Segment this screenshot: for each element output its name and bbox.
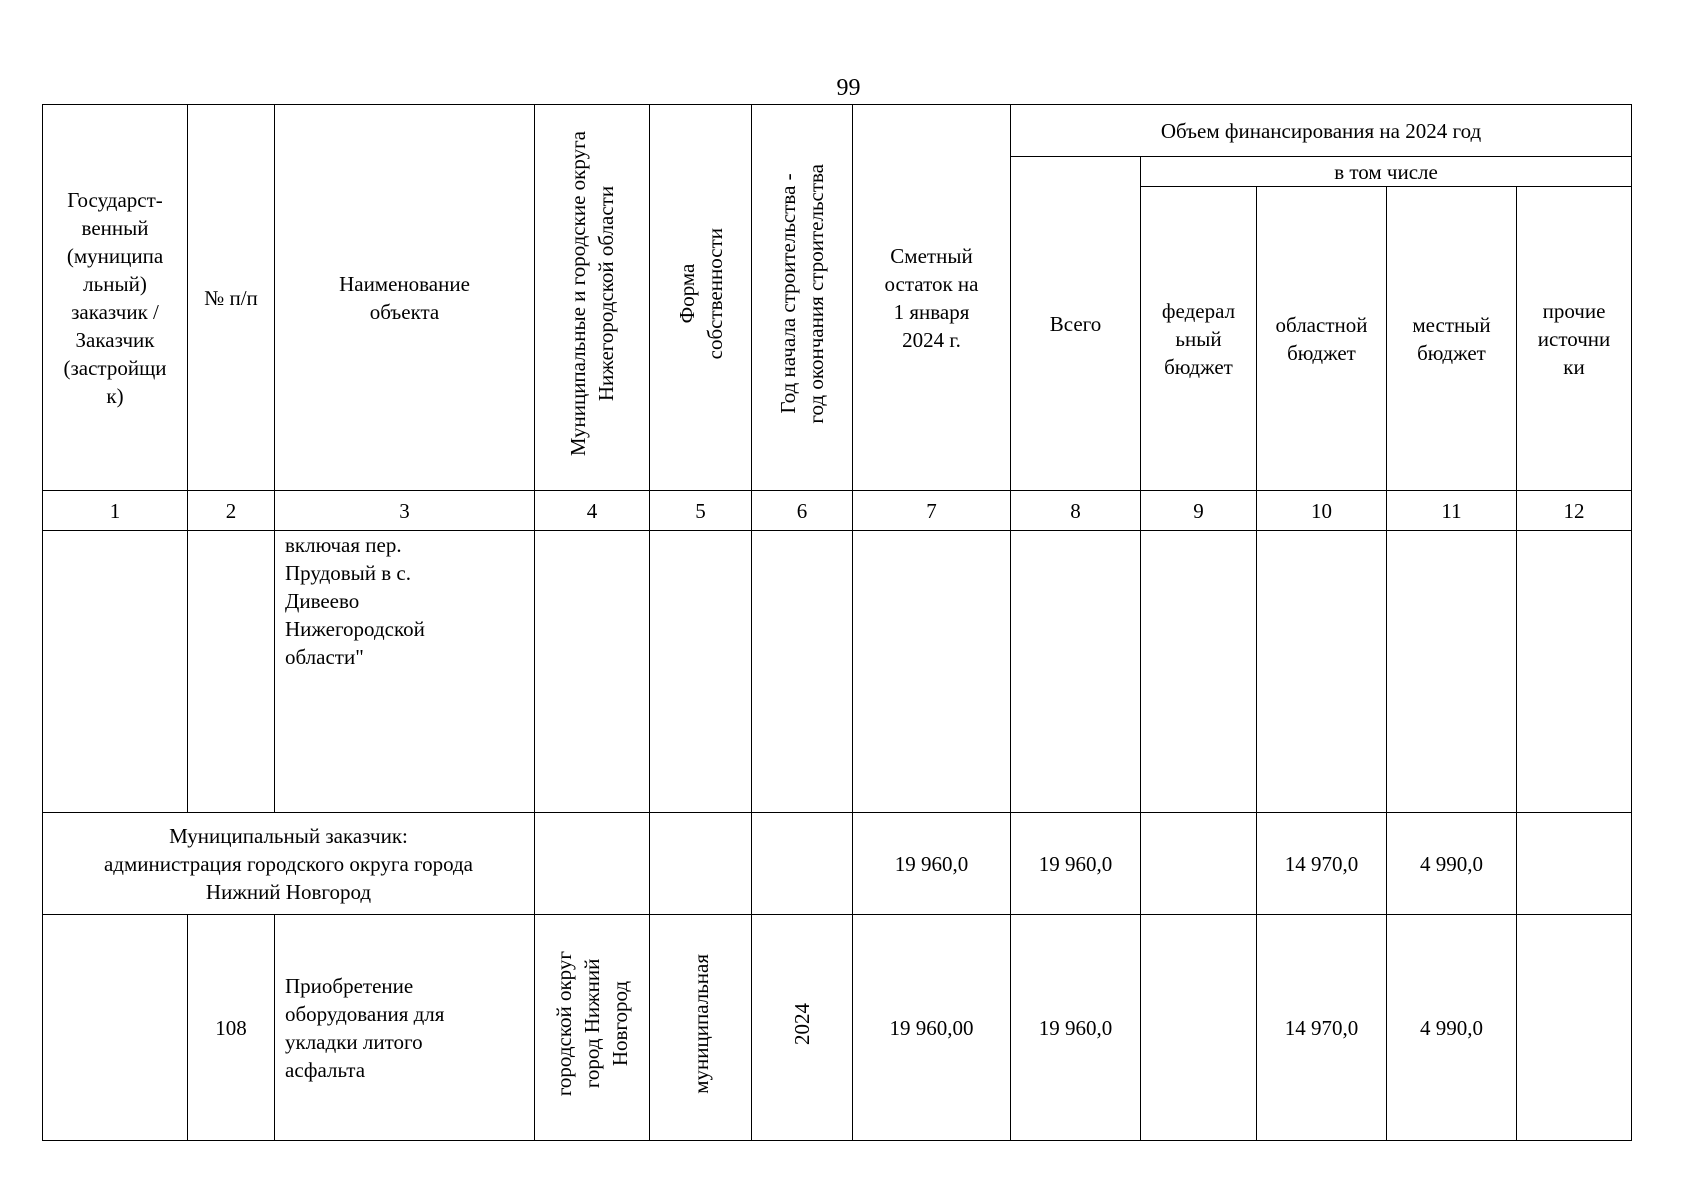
header-federal: федерал ьный бюджет [1141, 187, 1257, 491]
header-ownership: Форма собственности [650, 105, 752, 491]
column-number: 5 [650, 491, 752, 531]
page-number: 99 [836, 75, 861, 101]
header-num: № п/п [188, 105, 275, 491]
financing-table [42, 104, 1632, 1141]
column-number: 12 [1517, 491, 1632, 531]
cell-empty [650, 813, 752, 915]
header-object-name: Наименование объекта [275, 105, 535, 491]
cell-empty [43, 531, 188, 813]
column-number: 7 [853, 491, 1011, 531]
cell-empty [535, 813, 650, 915]
header-municipality: Муниципальные и городские округа Нижегородской области [535, 105, 650, 491]
header-including: в том числе [1141, 157, 1632, 187]
column-number: 4 [535, 491, 650, 531]
customer-estimate: 19 960,0 [853, 813, 1011, 915]
header-estimate-balance: Сметный остаток на 1 января 2024 г. [853, 105, 1011, 491]
customer-label: Муниципальный заказчик: администрация городского округа города Нижний Новгород [43, 813, 535, 915]
cell-empty [1517, 531, 1632, 813]
header-other: прочие источни ки [1517, 187, 1632, 491]
cell-empty [535, 531, 650, 813]
header-financing: Объем финансирования на 2024 год [1011, 105, 1632, 157]
column-number: 3 [275, 491, 535, 531]
cell-empty [1387, 531, 1517, 813]
column-number: 8 [1011, 491, 1141, 531]
customer-other [1517, 813, 1632, 915]
column-number: 6 [752, 491, 853, 531]
cell-empty [188, 531, 275, 813]
cell-empty [43, 915, 188, 1141]
continuation-row [43, 531, 1632, 813]
cell-empty [853, 531, 1011, 813]
header-total: Всего [1011, 157, 1141, 491]
item-years: 2024 [752, 915, 853, 1141]
column-number: 2 [188, 491, 275, 531]
column-number: 10 [1257, 491, 1387, 531]
header-local: местный бюджет [1387, 187, 1517, 491]
header-regional: областной бюджет [1257, 187, 1387, 491]
item-other [1517, 915, 1632, 1141]
column-numbers-row [43, 491, 1632, 531]
cell-empty [650, 531, 752, 813]
column-number: 1 [43, 491, 188, 531]
header-years: Год начала строительства - год окончания строительства [752, 105, 853, 491]
item-municipality: городской округ город Нижний Новгород [535, 915, 650, 1141]
customer-total: 19 960,0 [1011, 813, 1141, 915]
cell-empty [1257, 531, 1387, 813]
cell-empty [752, 531, 853, 813]
customer-row [43, 813, 1632, 915]
item-local: 4 990,0 [1387, 915, 1517, 1141]
item-ownership: муниципальная [650, 915, 752, 1141]
item-object-name: Приобретение оборудования для укладки литого асфальта [275, 915, 535, 1141]
item-regional: 14 970,0 [1257, 915, 1387, 1141]
cell-empty [1141, 531, 1257, 813]
item-estimate: 19 960,00 [853, 915, 1011, 1141]
customer-regional: 14 970,0 [1257, 813, 1387, 915]
column-number: 9 [1141, 491, 1257, 531]
column-number: 11 [1387, 491, 1517, 531]
item-federal [1141, 915, 1257, 1141]
continuation-object-name: включая пер. Прудовый в с. Дивеево Нижегородской области" [275, 531, 535, 813]
customer-local: 4 990,0 [1387, 813, 1517, 915]
cell-empty [1011, 531, 1141, 813]
cell-empty [752, 813, 853, 915]
customer-federal [1141, 813, 1257, 915]
item-num: 108 [188, 915, 275, 1141]
header-customer: Государст- венный (муниципа льный) заказчик / Заказчик (застройщи к) [43, 105, 188, 491]
item-total: 19 960,0 [1011, 915, 1141, 1141]
item-row [43, 915, 1632, 1141]
